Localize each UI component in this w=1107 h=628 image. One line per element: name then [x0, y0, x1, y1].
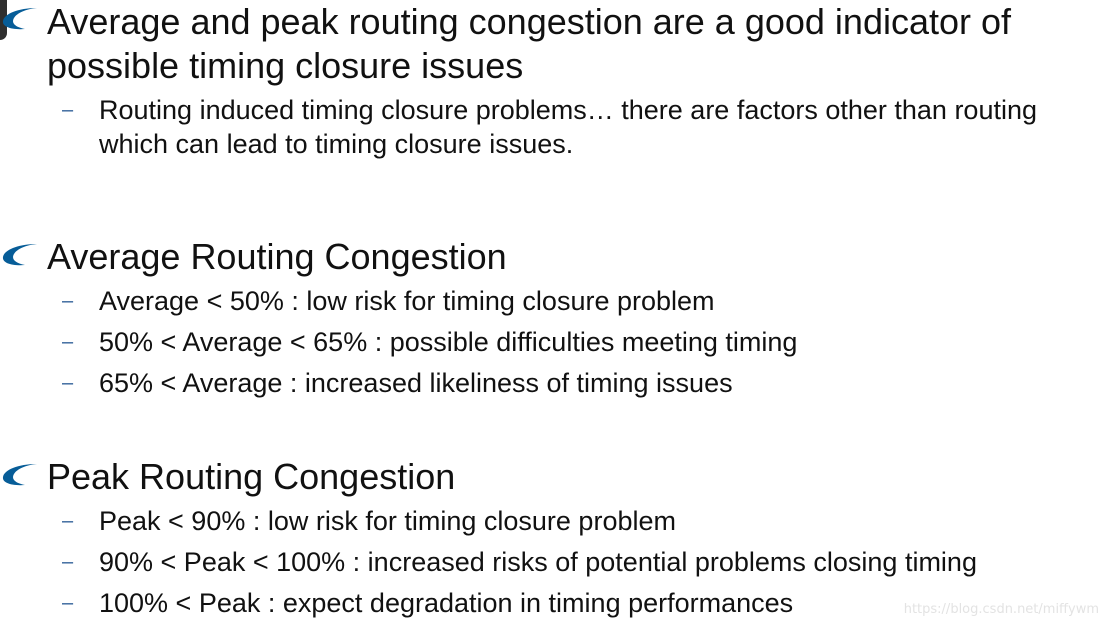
list-item [0, 504, 1107, 538]
subpoint-list [0, 93, 1107, 161]
section-heading: Average Routing Congestion [47, 236, 507, 277]
list-item [0, 284, 1107, 318]
list-item [0, 366, 1107, 400]
list-item [0, 325, 1107, 359]
watermark-url: https://blog.csdn.net/miffywm [903, 602, 1099, 617]
list-item-text: 50% < Average < 65% : possible difficulties meeting timing [99, 327, 798, 357]
list-item-text: Routing induced timing closure problems… there are factors other than routing which can lead to timing closure issues. [99, 95, 1037, 159]
dash-marker: – [62, 510, 74, 532]
dash-marker: – [62, 290, 74, 312]
dash-marker: – [62, 99, 74, 121]
list-item-text: Peak < 90% : low risk for timing closure problem [99, 506, 676, 536]
swoosh-bullet-icon [1, 7, 39, 31]
list-item-text: 65% < Average : increased likeliness of timing issues [99, 368, 733, 398]
list-item-text: 100% < Peak : expect degradation in timing performances [99, 588, 794, 618]
dash-marker: – [62, 592, 74, 614]
section-heading: Average and peak routing congestion are a good indicator of possible timing closure issues [47, 1, 1012, 86]
section-peak-and-average [0, 0, 1107, 161]
list-item [0, 93, 1107, 161]
subpoint-list [0, 284, 1107, 400]
list-item-text: Average < 50% : low risk for timing closure problem [99, 286, 715, 316]
section-peak-routing-congestion [0, 455, 1107, 620]
dash-marker: – [62, 331, 74, 353]
section-average-routing-congestion [0, 235, 1107, 400]
list-item [0, 545, 1107, 579]
swoosh-bullet-icon [1, 463, 39, 487]
section-heading: Peak Routing Congestion [47, 456, 456, 497]
swoosh-bullet-icon [1, 243, 39, 267]
dash-marker: – [62, 372, 74, 394]
list-item-text: 90% < Peak < 100% : increased risks of potential problems closing timing [99, 547, 977, 577]
dash-marker: – [62, 551, 74, 573]
